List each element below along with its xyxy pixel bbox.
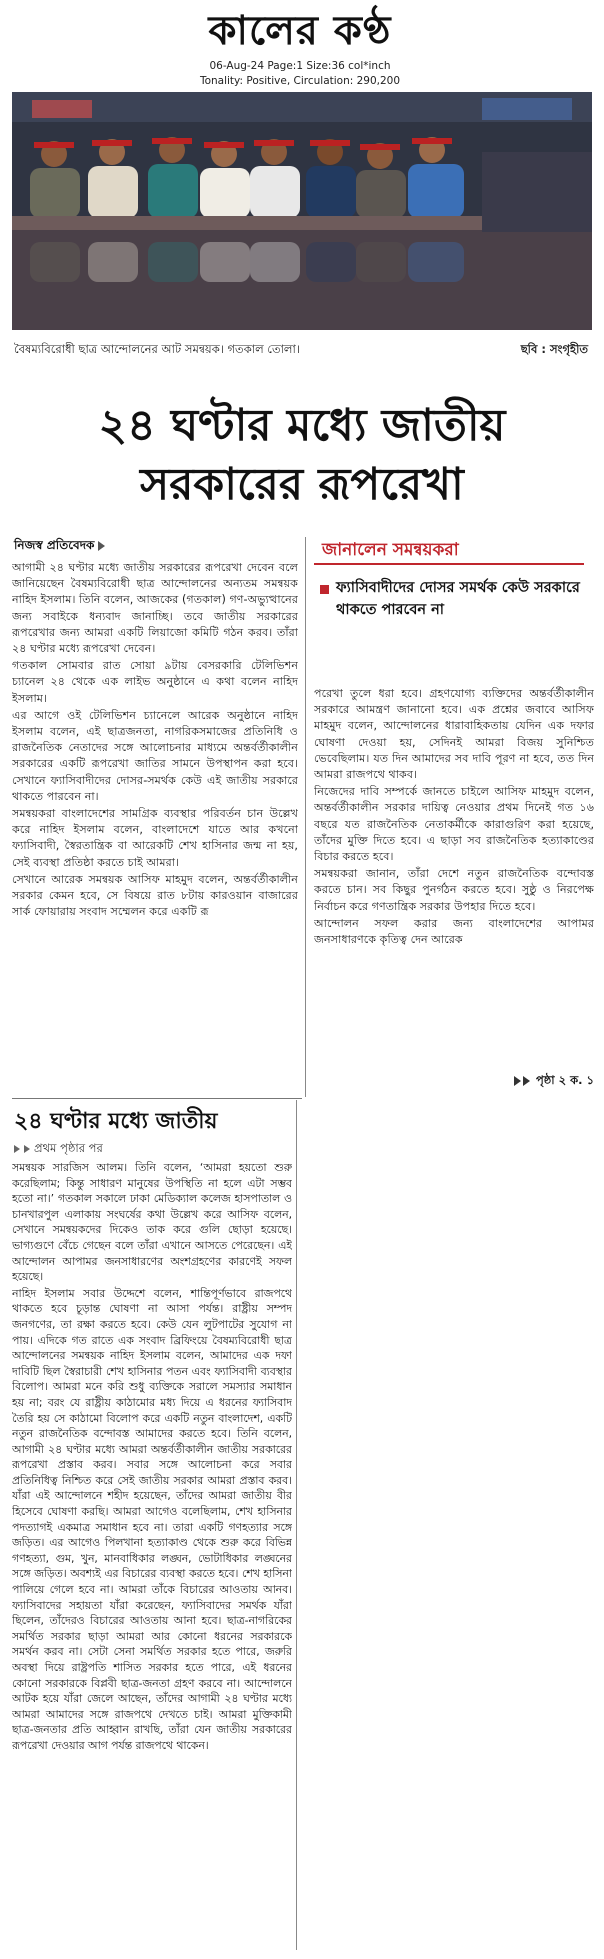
article-paragraph: এর আগে ওই টেলিভিশন চ্যানেলে আরেক অনুষ্ঠানে নাহিদ ইসলাম বলেন, এই ছাত্রজনতা, নাগরিকসমাজের প্রতিনিধি ও রাজনৈতিক নেতাদের সঙ্গে আলোচনার মাধ্যমে অন্তর্বর্তীকালীন সরকারের একটি রূপরেখা জাতির সামনে উপস্থাপন করা হবে। সেখানে ফ্যাসিবাদীদের দোসর-সমর্থক কেউ এই জাতীয় সরকারে থাকতে পারবেন না।: [12, 708, 298, 803]
article-paragraph: সমন্বয়ক সারজিস আলম। তিনি বলেন, ‘আমরা হয়তো শুরু করেছিলাম; কিন্তু সাধারণ মানুষের উপস্থিতি না হলে এটা সম্ভব হতো না।’ গতকাল সকালে ঢাকা মেডিক্যাল কলেজ হাসপাতাল ও চানখারপুল এলাকায় সংঘর্ষের কথা উল্লেখ করে আসিফ বলেন, সেখানে সমন্বয়কদের দিকেও তাক করে গুলি ছোড়া হয়েছে। ভাগ্যগুণে বেঁচে গেছেন বলে তাঁরা এখানে আসতে পেরেছেন। এই আন্দোলন আপামর জনসাধারণের অংশগ্রহণের কারণেই সফল হয়েছে।: [12, 1161, 292, 1284]
column-divider: [296, 1100, 297, 1950]
column-divider: [305, 537, 306, 1097]
studio-group-photo: [12, 92, 592, 330]
section-divider: [12, 1098, 302, 1099]
highlight-title: জানালেন সমন্বয়করা: [322, 540, 459, 560]
byline-text: নিজস্ব প্রতিবেদক: [14, 538, 95, 552]
double-arrow-icon: [514, 1076, 521, 1086]
highlight-rule: [314, 563, 584, 565]
clip-meta: Tonality: Positive, Circulation: 290,200: [199, 75, 401, 87]
highlight-box: [314, 537, 594, 677]
continued-page: পৃষ্ঠা ২ ক. ১: [536, 1073, 594, 1087]
byline-arrow-icon: [98, 541, 105, 551]
headline-line-2: সরকারের রূপরেখা: [140, 459, 464, 510]
article-right-column: [314, 686, 594, 1072]
news-photo: [12, 92, 592, 330]
article-paragraph: গতকাল সোমবার রাত সোয়া ৯টায় বেসরকারি টেলিভিশন চ্যানেল ২৪ থেকে এক লাইভ অনুষ্ঠানে এ কথা বলেন নাহিদ ইসলাম।: [12, 659, 298, 705]
photo-credit: ছবি : সংগৃহীত: [520, 342, 588, 356]
jump-column: [12, 1160, 292, 1950]
article-left-column: [12, 560, 298, 1098]
jump-from-text: প্রথম পৃষ্ঠার পর: [34, 1141, 103, 1155]
article-paragraph: নাহিদ ইসলাম সবার উদ্দেশে বলেন, শান্তিপূর্ণভাবে রাজপথে থাকতে হবে চূড়ান্ত ঘোষণা না আসা পর্যন্ত। রাষ্ট্রীয় সম্পদ জনগণের, তা রক্ষা করতে হবে। কেউ যেন লুটপাটের সুযোগ না পায়। এদিকে গত রাতে এক সংবাদ ব্রিফিংয়ে বৈষম্যবিরোধী ছাত্র আন্দোলনের সমন্বয়ক নাহিদ ইসলাম বলেন, আমাদের এক দফা দাবিটি ছিল স্বৈরাচারী শেখ হাসিনার পতন এবং ফ্যাসিবাদী ব্যবস্থার বিলোপ। আমরা মনে করি শুধু ব্যক্তিকে সরালে সমস্যার সমাধান হয় না; বরং যে রাষ্ট্রীয় কাঠামোর মধ্য দিয়ে এ ধরনের ফ্যাসিবাদ তৈরি হয় সে কাঠামো বিলোপ করে একটি নতুন বাংলাদেশ, একটি নতুন রাজনৈতিক বন্দোবস্ত আমাদের করতে হবে। তিনি বলেন, আগামী ২৪ ঘণ্টার মধ্যে আমরা অন্তর্বর্তীকালীন জাতীয় সরকারের রূপরেখা প্রস্তাব করব। সবার সঙ্গে আলোচনা করে সবার প্রতিনিধিত্ব নিশ্চিত করে সেই জাতীয় সরকার আমরা প্রস্তাব করব। যাঁরা এই আন্দোলনে শহীদ হয়েছেন, তাঁদের আমরা জাতীয় বীর হিসেবে ঘোষণা করছি। আমরা আগেও বলেছিলাম, শেখ হাসিনার পদত্যাগই একমাত্র সমাধান হবে না। তারা একটি গণহত্যার সঙ্গে জড়িত। এর আগেও পিলখানা হত্যাকাণ্ড থেকে শুরু করে বিভিন্ন গণহত্যা, গুম, খুন, মানবাধিকার লঙ্ঘন, ভোটাধিকার লঙ্ঘনের সঙ্গে জড়িত। অবশ্যই এর বিচারের ব্যবস্থা করতে হবে। শেখ হাসিনা পালিয়ে গেলে হবে না। আমরা তাঁকে বিচারের আওতায় আনব। ফ্যাসিবাদের সহায়তা যাঁরা করেছেন, ফ্যাসিবাদের সমর্থক যাঁরা ছিলেন, তাঁদেরও বিচারের আওতায় আনা হবে। ছাত্র-নাগরিকের সমর্থিত সরকার ছাড়া আমরা আর কোনো ধরনের সরকারকে সমর্থন করব না। সেটা সেনা সমর্থিত সরকার হতে পারে, জরুরি অবস্থা দিয়ে রাষ্ট্রপতি শাসিত সরকার হতে পারে, এই ধরনের কোনো সরকারকে বিপ্লবী ছাত্র-জনতা গ্রহণ করবে না। আন্দোলনে আটক হয়ে যাঁরা জেলে আছেন, তাঁদের আগামী ২৪ ঘণ্টার মধ্যে আমরা আমাদের সঙ্গে রাজপথে দেখতে চাই। আমরা মুক্তিকামী ছাত্র-জনতার প্রতি আহ্বান রাখছি, তাঁরা যেন জাতীয় সরকারের রূপরেখা দেওয়ার আগ পর্যন্ত রাজপথে থাকেন।: [12, 1286, 292, 1752]
highlight-quote: ফ্যাসিবাদীদের দোসর সমর্থক কেউ সরকারে থাকতে পারবেন না: [336, 580, 580, 618]
article-paragraph: সমন্বয়করা জানান, তাঁরা দেশে নতুন রাজনৈতিক বন্দোবস্ত করতে চান। সব কিছুর পুনর্গঠন করতে হবে। সুষ্ঠু ও নিরপেক্ষ নির্বাচন করে গণতান্ত্রিক সরকার উপহার দিতে হবে।: [314, 867, 594, 913]
newspaper-logo: কালের কণ্ঠ: [208, 7, 392, 54]
jump-headline: ২৪ ঘণ্টার মধ্যে জাতীয়: [14, 1108, 218, 1134]
masthead: [0, 0, 604, 92]
article-paragraph: আগামী ২৪ ঘণ্টার মধ্যে জাতীয় সরকারের রূপরেখা দেবেন বলে জানিয়েছেন বৈষম্যবিরোধী ছাত্র আন্দোলনের অন্যতম সমন্বয়ক নাহিদ ইসলাম। তিনি বলেন, আজকের (গতকাল) গণ-অভ্যুত্থানের জন্য সবাইকে ধন্যবাদ জানাচ্ছি। তবে জাতীয় সরকারের রূপরেখার জন্য আমরা একটি লিয়াজো কমিটি গঠন করব। তাঁরা ২৪ ঘণ্টার মধ্যে রূপরেখা দেবেন।: [12, 561, 298, 656]
article-paragraph: পরেখা তুলে ধরা হবে। গ্রহণযোগ্য ব্যক্তিদের অন্তর্বর্তীকালীন সরকারে আমন্ত্রণ জানানো হবে। এক প্রশ্নের জবাবে আসিফ মাহমুদ বলেন, আন্দোলনের ধারাবাহিকতায় যেদিন এক দফার ঘোষণা দেওয়া হয়, সেদিনই আমরা বিজয় সুনিশ্চিত ভেবেছিলাম। যত দিন আমাদের সব দাবি পূরণ না হবে, তত দিন আমরা রাজপথে থাকব।: [314, 687, 594, 782]
headline-line-1: ২৪ ঘণ্টার মধ্যে জাতীয়: [98, 400, 506, 451]
article-paragraph: সেখানে আরেক সমন্বয়ক আসিফ মাহমুদ বলেন, অন্তর্বর্তীকালীন সরকার কেমন হবে, সে বিষয়ে রাত ৮টায় কারওয়ান বাজারের সার্ক ফোয়ারায় সংবাদ সম্মেলন করে একটি রূ: [12, 872, 298, 919]
square-bullet-icon: [320, 585, 329, 594]
caption-text: বৈষম্যবিরোধী ছাত্র আন্দোলনের আট সমন্বয়ক। গতকাল তোলা।: [14, 342, 300, 356]
byline: [14, 537, 105, 557]
clip-info: 06-Aug-24 Page:1 Size:36 col*inch: [209, 60, 391, 72]
article-paragraph: আন্দোলন সফল করার জন্য বাংলাদেশের আপামর জনসাধারণকে কৃতিত্ব দেন আরেক: [314, 916, 594, 947]
continued-note: [314, 1072, 594, 1091]
double-arrow-icon: [14, 1145, 20, 1153]
article-paragraph: নিজেদের দাবি সম্পর্কে জানতে চাইলে আসিফ মাহমুদ বলেন, অন্তর্বর্তীকালীন সরকার দায়িত্ব নেওয়ার প্রথম দিনেই গত ১৬ বছরে যত রাজনৈতিক নেতাকর্মীকে কারাগুরিণ করা হয়েছে, তাঁদের মুক্তি দিতে হবে। এ ছাড়া সব রাজনৈতিক হত্যাকাণ্ডের বিচার করতে হবে।: [314, 785, 594, 864]
jump-from-label: [14, 1140, 103, 1159]
photo-caption: [14, 338, 592, 360]
article-paragraph: সমন্বয়করা বাংলাদেশের সামগ্রিক ব্যবস্থার পরিবর্তন চান উল্লেখ করে নাহিদ ইসলাম বলেন, বাংলাদেশে যাতে আর কখনো ফ্যাসিবাদী, স্বৈরতান্ত্রিক বা আরেকটি শেখ হাসিনার জন্ম না হয়, সেই ব্যবস্থা প্রতিষ্ঠা করতে চাই আমরা।: [12, 807, 298, 869]
